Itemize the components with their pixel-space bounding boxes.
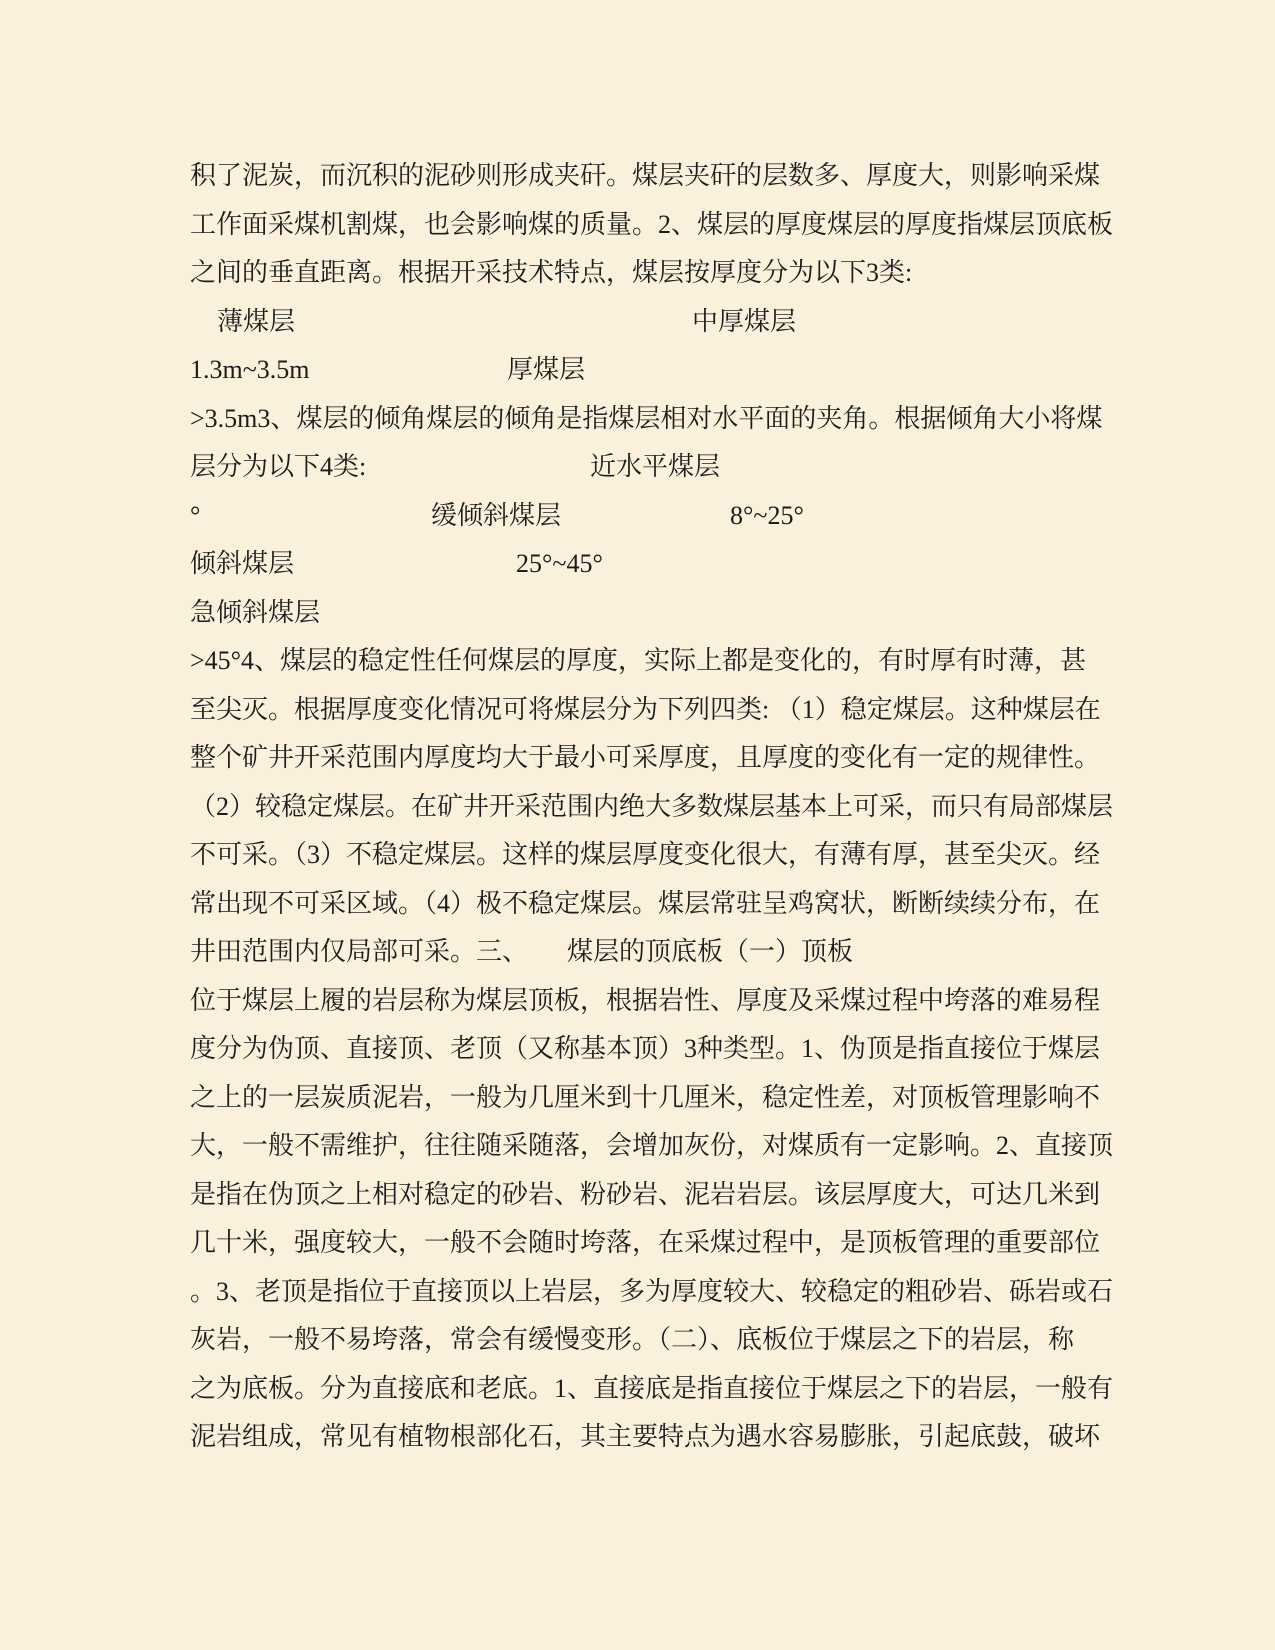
text-segment: 常出现不可采区域。（4）极不稳定煤层。煤层常驻呈鸡窝状，断断续续分布，在 <box>190 888 1101 918</box>
document-text-block <box>190 152 1114 1462</box>
text-line <box>190 298 1110 347</box>
text-line <box>190 1171 1110 1220</box>
text-segment: 之间的垂直距离。根据开采技术特点，煤层按厚度分为以下3类: <box>190 258 913 287</box>
text-segment: 25°~45° <box>516 549 603 578</box>
text-line <box>190 783 1114 832</box>
text-segment: 之上的一层炭质泥岩，一般为几厘米到十几厘米，稳定性差，对顶板管理影响不 <box>190 1082 1101 1112</box>
text-line <box>190 152 1110 201</box>
text-segment: 位于煤层上履的岩层称为煤层顶板，根据岩性、厚度及采煤过程中垮落的难易程 <box>190 985 1101 1015</box>
text-segment: 积了泥炭，而沉积的泥砂则形成夹矸。煤层夹矸的层数多、厚度大，则影响采煤 <box>190 161 1101 190</box>
text-line <box>190 831 1110 880</box>
text-line <box>190 1074 1110 1123</box>
text-line <box>190 249 1110 298</box>
text-line <box>190 1413 1110 1462</box>
text-line <box>190 1219 1110 1268</box>
text-segment: 。3、老顶是指位于直接顶以上岩层，多为厚度较大、较稳定的粗砂岩、砾岩或石 <box>190 1276 1114 1306</box>
text-line <box>190 734 1110 783</box>
text-segment: （2）较稳定煤层。在矿井开采范围内绝大多数煤层基本上可采，而只有局部煤层 <box>190 791 1114 821</box>
text-segment: ° <box>190 500 201 530</box>
text-segment: 中厚煤层 <box>692 306 797 336</box>
text-segment: 整个矿井开采范围内厚度均大于最小可采厚度，且厚度的变化有一定的规律性。 <box>190 743 1101 772</box>
text-line <box>190 346 1110 395</box>
text-line <box>190 1025 1110 1074</box>
text-line <box>190 201 1114 250</box>
text-segment: 是指在伪顶之上相对稳定的砂岩、粉砂岩、泥岩岩层。该层厚度大，可达几米到 <box>190 1179 1101 1209</box>
text-segment: 薄煤层 <box>217 306 296 336</box>
text-line <box>190 1365 1114 1414</box>
text-line <box>190 589 1110 638</box>
text-segment: 工作面采煤机割煤，也会影响煤的质量。2、煤层的厚度煤层的厚度指煤层顶底板 <box>190 209 1114 239</box>
text-line <box>190 686 1110 735</box>
text-segment: 泥岩组成，常见有植物根部化石，其主要特点为遇水容易膨胀，引起底鼓，破坏 <box>190 1422 1101 1451</box>
text-line <box>190 1122 1114 1171</box>
text-line <box>190 928 1110 977</box>
text-segment: 不可采。（3）不稳定煤层。这样的煤层厚度变化很大，有薄有厚，甚至尖灭。经 <box>190 840 1101 869</box>
text-line <box>190 1316 1110 1365</box>
text-segment: 井田范围内仅局部可采。三、 <box>190 937 529 966</box>
text-line <box>190 395 1110 444</box>
text-line <box>190 540 1110 589</box>
text-segment: 煤层的顶底板（一）顶板 <box>567 937 854 966</box>
text-segment: 至尖灭。根据厚度变化情况可将煤层分为下列四类: （1）稳定煤层。这种煤层在 <box>190 694 1101 724</box>
text-segment: 灰岩，一般不易垮落，常会有缓慢变形。（二）、底板位于煤层之下的岩层，称 <box>190 1325 1075 1354</box>
text-line <box>190 637 1110 686</box>
text-segment: >3.5m3、煤层的倾角煤层的倾角是指煤层相对水平面的夹角。根据倾角大小将煤 <box>190 403 1103 433</box>
text-segment: 8°~25° <box>730 500 804 530</box>
text-line <box>190 492 1110 541</box>
text-segment: 厚煤层 <box>507 355 586 384</box>
text-segment: >45°4、煤层的稳定性任何煤层的厚度，实际上都是变化的，有时厚有时薄，甚 <box>190 646 1087 675</box>
text-segment: 缓倾斜煤层 <box>431 500 562 530</box>
text-line <box>190 1268 1114 1317</box>
text-segment: 急倾斜煤层 <box>190 597 321 627</box>
text-segment: 倾斜煤层 <box>190 549 295 578</box>
text-segment: 几十米，强度较大，一般不会随时垮落，在采煤过程中，是顶板管理的重要部位 <box>190 1228 1101 1257</box>
text-segment: 大，一般不需维护，往往随采随落，会增加灰份，对煤质有一定影响。2、直接顶 <box>190 1131 1114 1160</box>
text-line <box>190 977 1110 1026</box>
text-line <box>190 880 1110 929</box>
text-segment: 层分为以下4类: <box>190 452 367 481</box>
text-segment: 之为底板。分为直接底和老底。1、直接底是指直接位于煤层之下的岩层，一般有 <box>190 1373 1114 1403</box>
text-segment: 近水平煤层 <box>590 452 721 481</box>
text-line <box>190 443 1110 492</box>
text-segment: 度分为伪顶、直接顶、老顶（又称基本顶）3种类型。1、伪顶是指直接位于煤层 <box>190 1034 1101 1063</box>
text-segment: 1.3m~3.5m <box>190 355 310 384</box>
